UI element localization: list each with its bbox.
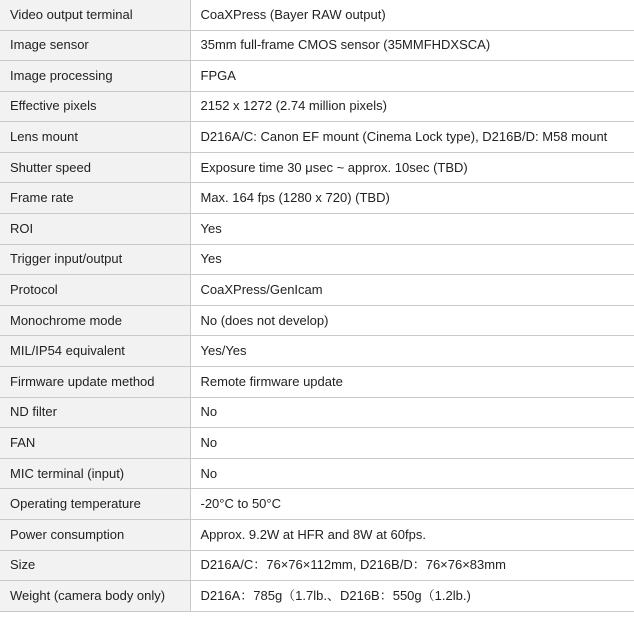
spec-value: Yes/Yes [190,336,634,367]
spec-label: Operating temperature [0,489,190,520]
spec-value: Exposure time 30 μsec ~ approx. 10sec (TBD) [190,152,634,183]
spec-value: No [190,397,634,428]
spec-label: Power consumption [0,520,190,551]
spec-label: ROI [0,214,190,245]
spec-row-effective-pixels [0,91,634,122]
spec-label: Video output terminal [0,0,190,30]
spec-value: CoaXPress (Bayer RAW output) [190,0,634,30]
spec-label: Trigger input/output [0,244,190,275]
spec-value: Remote firmware update [190,367,634,398]
spec-row-weight [0,581,634,612]
spec-value: CoaXPress/GenIcam [190,275,634,306]
spec-row-mil-ip54-equivalent [0,336,634,367]
spec-row-image-processing [0,61,634,92]
spec-row-monochrome-mode [0,305,634,336]
spec-row-power-consumption [0,520,634,551]
spec-row-mic-terminal [0,458,634,489]
spec-row-size [0,550,634,581]
spec-value: 35mm full-frame CMOS sensor (35MMFHDXSCA) [190,30,634,61]
spec-row-trigger-input-output [0,244,634,275]
spec-value: FPGA [190,61,634,92]
spec-label: Size [0,550,190,581]
spec-row-protocol [0,275,634,306]
spec-row-shutter-speed [0,152,634,183]
spec-label: Image processing [0,61,190,92]
spec-label: MIL/IP54 equivalent [0,336,190,367]
spec-row-fan [0,428,634,459]
spec-label: Shutter speed [0,152,190,183]
spec-label: Firmware update method [0,367,190,398]
spec-row-frame-rate [0,183,634,214]
spec-value: D216A：785g（1.7lb.、D216B：550g（1.2lb.) [190,581,634,612]
spec-value: No [190,458,634,489]
spec-label: Frame rate [0,183,190,214]
spec-value: No [190,428,634,459]
spec-label: Image sensor [0,30,190,61]
spec-label: ND filter [0,397,190,428]
spec-label: Monochrome mode [0,305,190,336]
spec-label: Protocol [0,275,190,306]
spec-row-image-sensor [0,30,634,61]
spec-row-lens-mount [0,122,634,153]
spec-row-video-output-terminal [0,0,634,30]
spec-value: Yes [190,244,634,275]
spec-value: 2152 x 1272 (2.74 million pixels) [190,91,634,122]
spec-label: FAN [0,428,190,459]
spec-value: D216A/C：76×76×112mm, D216B/D：76×76×83mm [190,550,634,581]
spec-label: Lens mount [0,122,190,153]
spec-row-nd-filter [0,397,634,428]
spec-row-firmware-update-method [0,367,634,398]
spec-label: Effective pixels [0,91,190,122]
spec-row-operating-temperature [0,489,634,520]
spec-value: Max. 164 fps (1280 x 720) (TBD) [190,183,634,214]
spec-value: Yes [190,214,634,245]
spec-value: D216A/C: Canon EF mount (Cinema Lock type), D216B/D: M58 mount [190,122,634,153]
spec-value: No (does not develop) [190,305,634,336]
spec-value: Approx. 9.2W at HFR and 8W at 60fps. [190,520,634,551]
spec-value: -20°C to 50°C [190,489,634,520]
spec-label: MIC terminal (input) [0,458,190,489]
spec-row-roi [0,214,634,245]
spec-label: Weight (camera body only) [0,581,190,612]
